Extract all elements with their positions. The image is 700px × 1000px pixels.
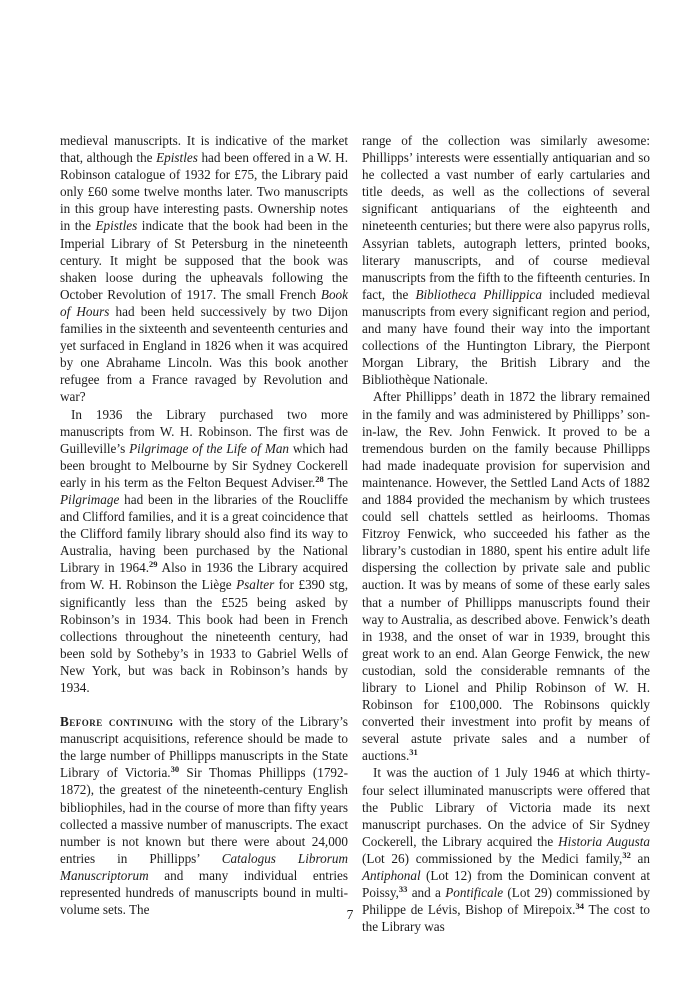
text-run: had been in the libraries of the Roucliffe and Clifford families, and it is a great coincidence that the Clifford family library should also find its way to Australia, having been purchased by the National Library in 1964.: [60, 491, 348, 576]
text-run: medieval manuscripts. It is indicative of the market that, although the: [60, 133, 348, 166]
italic-title: Psalter: [236, 577, 275, 593]
paragraph: [362, 132, 650, 388]
text-run: It was the auction of 1 July 1946 at which thirty-four select illuminated manuscripts were offered that the Public Library of Victoria made its next manuscript purchases. On the advice of Sir Sydney Cockerell, the Library acquired the: [362, 765, 650, 849]
text-run: (Lot 26) commissioned by the Medici family,: [362, 850, 623, 866]
text-run: Also in 1936 the Library acquired from W. H. Robinson the Liège: [60, 560, 348, 593]
italic-title: Epistles: [156, 150, 198, 166]
text-run: Sir Thomas Phillipps (1792-1872), the greatest of the nineteenth-century English bibliophiles, had in the course of more than fifty years collected a massive number of manuscripts. The exact number is not known but there were about 24,000 entries in Phillipps’: [60, 765, 348, 866]
left-column: [60, 132, 348, 918]
text-run: and a: [407, 885, 446, 901]
text-run: (Lot 29) commissioned by Philippe de Lévis, Bishop of Mirepoix.: [362, 885, 650, 918]
paragraph: [60, 713, 348, 918]
italic-title: Epistles: [95, 218, 138, 234]
italic-title: Pilgrimage: [60, 491, 120, 507]
text-run: with the story of the Library’s manuscript acquisitions, reference should be made to the large number of Phillipps manuscripts in the State Library of Victoria.: [60, 714, 348, 781]
footnote-ref: 29: [149, 559, 158, 570]
footnote-ref: 28: [315, 473, 324, 484]
text-run: After Phillipps’ death in 1872 the library remained in the family and was administered by Phillipps’ son-in-law, the Rev. John Fenwick. It proved to be a tremendous burden on the family because Phillipps had made inadequate provision for supervision and maintenance. However, the Settled Land Acts of 1882 and 1884 provided the mechanism by which trustees could sell chattels settled as heirlooms. Thomas Fitzroy Fenwick, who succeeded his father as the library’s custodian in 1880, spent his entire adult life dispersing the collection by private sale and public auction. It was by means of some of these early sales that a number of Phillipps manuscripts found their way to Australia, as described above. Fenwick’s death in 1938, and the onset of war in 1939, brought this great work to an end. Alan George Fenwick, the new custodian, sold the considerable remnants of the library to Lionel and Philip Robinson of W. H. Robinson for £100,000. The Robinsons quickly converted their investment into profit by means of several astute private sales and a number of auctions.: [362, 389, 650, 764]
footnote-ref: 33: [398, 884, 408, 895]
text-run: The cost to the Library was: [362, 902, 650, 935]
text-run: The: [323, 474, 349, 490]
footnote-ref: 32: [622, 849, 631, 860]
section-lead-in: Before continuing: [60, 714, 174, 730]
text-run: an: [630, 850, 650, 866]
text-run: which had been brought to Melbourne by Sir Sydney Cockerell early in his term as the Felton Bequest Adviser.: [60, 440, 348, 490]
text-run: had been held successively by two Dijon families in the sixteenth and seventeenth centuries and yet surfaced in England in 1826 when it was acquired by one Abrahame Lincoln. Was this book another refugee from a France ravaged by Revolution and war?: [60, 303, 348, 405]
italic-title: Antiphonal: [362, 868, 421, 884]
right-column: [362, 132, 650, 935]
italic-title: Historia Augusta: [558, 833, 650, 849]
text-run: In 1936 the Library purchased two more manuscripts from W. H. Robinson. The first was de Guilleville’s: [60, 406, 348, 456]
paragraph: [60, 406, 348, 697]
text-run: and many individual entries represented hundreds of manuscripts bound in multi-volume sets. The: [60, 867, 348, 918]
paragraph: [60, 132, 348, 406]
footnote-ref: 30: [170, 764, 180, 775]
italic-title: Pilgrimage of the Life of Man: [129, 440, 290, 456]
text-run: had been offered in a W. H. Robinson catalogue of 1932 for £75, the Library paid only £60 some twelve months later. Two manuscripts in this group have interesting pasts. Ownership notes in the: [60, 150, 348, 234]
text-run: included medieval manuscripts from every significant region and period, and many have found their way into the important collections of the Huntington Library, the Pierpont Morgan Library, the British Library and the Bibliothèque Nationale.: [362, 286, 650, 388]
italic-title: Pontificale: [445, 885, 504, 901]
footnote-ref: 31: [409, 747, 418, 758]
italic-title: Bibliotheca Phillippica: [415, 286, 542, 302]
footnote-ref: 34: [575, 901, 584, 912]
text-run: for £390 stg, significantly less than the £525 being asked by Robinson’s in 1934. This book had been in French collections throughout the nineteenth century, had been sold by Sotheby’s in 1933 to Gabriel Wells of New York, but was back in Robinson’s hands by 1934.: [60, 577, 348, 695]
page-number: 7: [346, 907, 354, 922]
italic-title: Book of Hours: [60, 286, 348, 319]
italic-title: Catalogus Librorum Manuscriptorum: [60, 850, 348, 883]
text-run: indicate that the book had been in the Imperial Library of St Petersburg in the nineteenth century. It might be supposed that the book was shaken loose during the upheavals following the October Revolution of 1917. The small French: [60, 218, 348, 302]
text-run: (Lot 12) from the Dominican convent at Poissy,: [362, 868, 650, 901]
text-run: range of the collection was similarly awesome: Phillipps’ interests were essentially antiquarian and so he collected a vast number of early cartularies and title deeds, as well as the collections of several significant antiquarians of the eighteenth and nineteenth centuries; but there were also papyrus rolls, Assyrian tablets, autograph letters, printed books, literary manuscripts, and of course medieval manuscripts from the fifth to the fifteenth centuries. In fact, the: [362, 133, 650, 302]
paragraph: [362, 388, 650, 764]
